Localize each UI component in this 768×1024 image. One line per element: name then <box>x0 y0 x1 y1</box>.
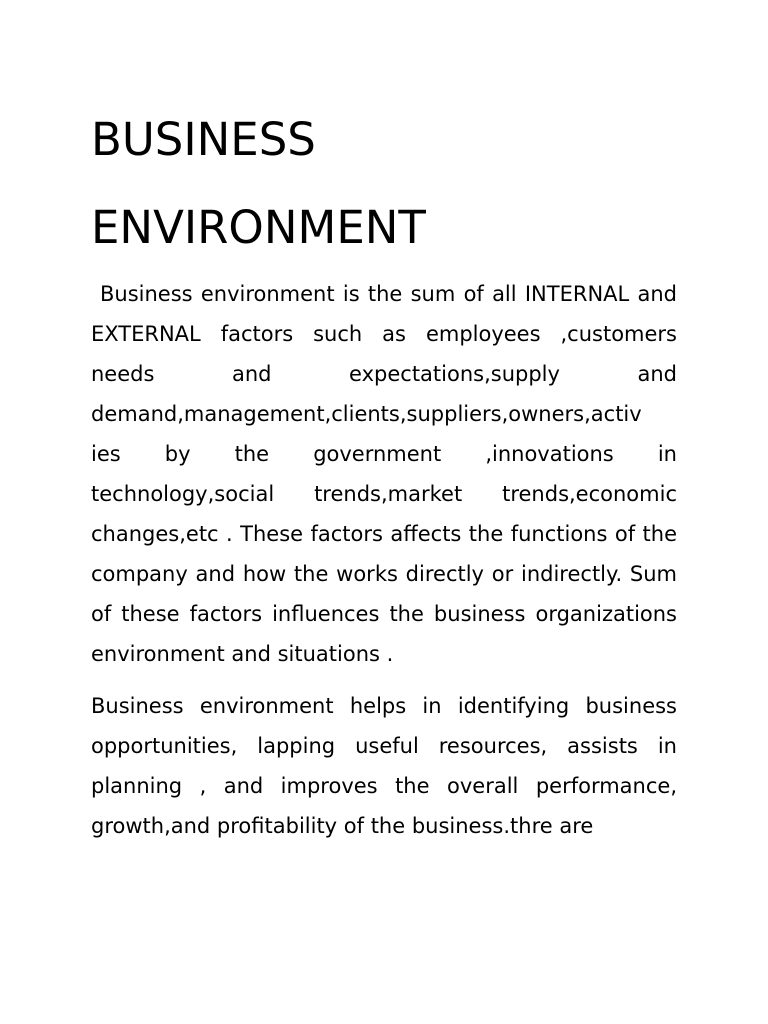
paragraph-definition <box>91 274 677 674</box>
paragraph-1-text: Business environment is the sum of all INTERNAL and EXTERNAL factors such as employees ,customers needs and expectations,supply and demand,management,clients,suppliers,owners,activ ies by the government ,innovations in technology,social trends,market trends,economic changes,etc . These factors affects the functions of the company and how the works directly or indirectly. Sum of these factors influences the business organizations environment and situations . <box>91 282 677 666</box>
title-line-1: BUSINESS <box>91 113 316 166</box>
document-title <box>91 96 677 272</box>
title-line-2: ENVIRONMENT <box>91 201 426 254</box>
paragraph-benefits <box>91 686 677 846</box>
paragraph-2-text: Business environment helps in identifying business opportunities, lapping useful resources, assists in planning , and improves the overall performance, growth,and profitability of the business.thre are <box>91 694 677 838</box>
document-page <box>91 96 677 846</box>
